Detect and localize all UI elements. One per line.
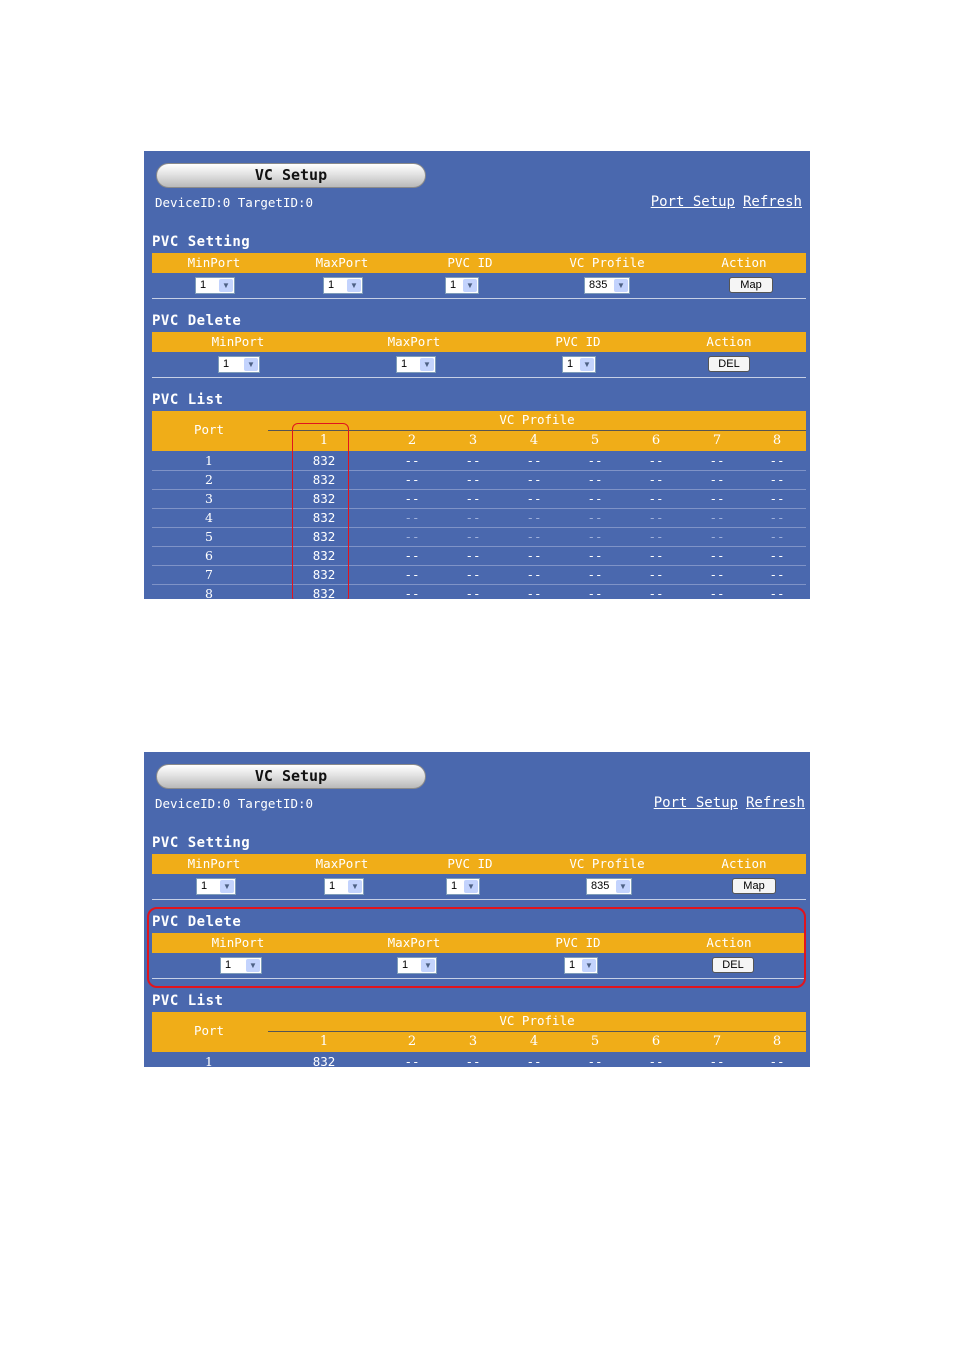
profile-cell-3: -- bbox=[465, 472, 481, 487]
col-profile-7: 7 bbox=[712, 1034, 722, 1049]
profile-cell-1: 832 bbox=[312, 1054, 336, 1067]
col-maxport: MaxPort bbox=[387, 935, 441, 950]
profile-cell-3: -- bbox=[465, 491, 481, 506]
profile-cell-1: 832 bbox=[312, 491, 336, 506]
pvc-setting-header bbox=[152, 253, 806, 273]
refresh-link[interactable]: Refresh bbox=[745, 795, 805, 811]
profile-cell-1: 832 bbox=[312, 529, 336, 544]
chevron-down-icon: ▼ bbox=[582, 959, 596, 972]
page-title: VC Setup bbox=[156, 163, 426, 188]
profile-cell-2: -- bbox=[404, 586, 420, 599]
profile-cell-7: -- bbox=[709, 491, 725, 506]
col-pvc-id: PVC ID bbox=[447, 856, 493, 871]
pvc-setting-title: PVC Setting bbox=[152, 835, 251, 851]
port-cell: 1 bbox=[205, 1054, 213, 1067]
col-profile-1: 1 bbox=[319, 1034, 329, 1049]
delete-maxport-select[interactable]: 1 ▼ bbox=[396, 356, 436, 373]
profile-cell-2: -- bbox=[404, 567, 420, 582]
profile-cell-7: -- bbox=[709, 510, 725, 525]
port-cell: 5 bbox=[205, 529, 213, 544]
table-row bbox=[152, 546, 806, 566]
profile-cell-7: -- bbox=[709, 548, 725, 563]
port-cell: 1 bbox=[205, 453, 213, 468]
chevron-down-icon: ▼ bbox=[219, 279, 233, 292]
profile-cell-1: 832 bbox=[312, 567, 336, 582]
profile-cell-4: -- bbox=[526, 529, 542, 544]
col-profile-4: 4 bbox=[529, 433, 539, 448]
col-profile-7: 7 bbox=[712, 433, 722, 448]
col-profile-5: 5 bbox=[590, 433, 600, 448]
col-minport: MinPort bbox=[211, 935, 265, 950]
pvc-list-header bbox=[152, 1012, 806, 1052]
profile-cell-5: -- bbox=[587, 453, 603, 468]
delete-pvc-id-select[interactable]: 1 ▼ bbox=[562, 356, 596, 373]
profile-cell-5: -- bbox=[587, 491, 603, 506]
col-profile-2: 2 bbox=[407, 1034, 417, 1049]
col-vc-profile: VC Profile bbox=[569, 856, 645, 871]
profile-cell-3: -- bbox=[465, 510, 481, 525]
map-button[interactable]: Map bbox=[732, 878, 776, 894]
chevron-down-icon: ▼ bbox=[244, 358, 258, 371]
chevron-down-icon: ▼ bbox=[246, 959, 260, 972]
pvc-delete-controls bbox=[152, 352, 806, 378]
maxport-select[interactable]: 1 ▼ bbox=[323, 277, 363, 294]
pvc-delete-header bbox=[152, 332, 806, 352]
profile-cell-6: -- bbox=[648, 567, 664, 582]
col-maxport: MaxPort bbox=[315, 856, 369, 871]
col-profile-6: 6 bbox=[651, 433, 661, 448]
profile-cell-8: -- bbox=[769, 472, 785, 487]
profile-cell-4: -- bbox=[526, 567, 542, 582]
col-profile-5: 5 bbox=[590, 1034, 600, 1049]
profile-cell-1: 832 bbox=[312, 510, 336, 525]
col-action: Action bbox=[706, 935, 752, 950]
profile-cell-4: -- bbox=[526, 491, 542, 506]
device-target-id: DeviceID:0 TargetID:0 bbox=[155, 796, 314, 811]
pvc-setting-controls bbox=[152, 874, 806, 900]
chevron-down-icon: ▼ bbox=[220, 880, 234, 893]
col-profile-3: 3 bbox=[468, 433, 478, 448]
chevron-down-icon: ▼ bbox=[463, 279, 477, 292]
chevron-down-icon: ▼ bbox=[421, 959, 435, 972]
vc-setup-panel-1 bbox=[144, 151, 810, 599]
port-cell: 3 bbox=[205, 491, 213, 506]
profile-cell-3: -- bbox=[465, 548, 481, 563]
profile-cell-2: -- bbox=[404, 491, 420, 506]
pvc-list-title: PVC List bbox=[152, 392, 224, 408]
pvc-delete-title: PVC Delete bbox=[152, 313, 242, 329]
col-action: Action bbox=[706, 334, 752, 349]
vc-profile-select[interactable]: 835 ▼ bbox=[586, 878, 632, 895]
col-minport: MinPort bbox=[187, 856, 241, 871]
profile-cell-6: -- bbox=[648, 1054, 664, 1067]
map-button[interactable]: Map bbox=[729, 277, 773, 293]
profile-cell-5: -- bbox=[587, 567, 603, 582]
table-row bbox=[152, 584, 806, 599]
table-row bbox=[152, 470, 806, 490]
profile-cell-3: -- bbox=[465, 453, 481, 468]
pvc-id-select[interactable]: 1 ▼ bbox=[445, 277, 479, 294]
profile-cell-4: -- bbox=[526, 548, 542, 563]
col-maxport: MaxPort bbox=[387, 334, 441, 349]
chevron-down-icon: ▼ bbox=[347, 279, 361, 292]
table-row bbox=[152, 451, 806, 471]
chevron-down-icon: ▼ bbox=[348, 880, 362, 893]
table-row bbox=[152, 527, 806, 547]
profile-cell-8: -- bbox=[769, 548, 785, 563]
profile-cell-3: -- bbox=[465, 529, 481, 544]
profile-cell-2: -- bbox=[404, 1054, 420, 1067]
vc-setup-panel-2 bbox=[144, 752, 810, 1067]
table-row bbox=[152, 508, 806, 528]
del-button[interactable]: DEL bbox=[712, 957, 754, 973]
pvc-list-header bbox=[152, 411, 806, 451]
pvc-delete-title: PVC Delete bbox=[152, 914, 242, 930]
col-pvc-id: PVC ID bbox=[555, 935, 601, 950]
profile-cell-4: -- bbox=[526, 586, 542, 599]
profile-cell-2: -- bbox=[404, 453, 420, 468]
profile-cell-2: -- bbox=[404, 510, 420, 525]
chevron-down-icon: ▼ bbox=[464, 880, 478, 893]
col-minport: MinPort bbox=[211, 334, 265, 349]
profile-cell-2: -- bbox=[404, 472, 420, 487]
profile-cell-4: -- bbox=[526, 1054, 542, 1067]
profile-cell-6: -- bbox=[648, 491, 664, 506]
profile-cell-7: -- bbox=[709, 472, 725, 487]
refresh-link[interactable]: Refresh bbox=[742, 194, 802, 210]
profile-cell-3: -- bbox=[465, 586, 481, 599]
profile-cell-8: -- bbox=[769, 567, 785, 582]
profile-cell-4: -- bbox=[526, 453, 542, 468]
profile-cell-1: 832 bbox=[312, 586, 336, 599]
col-profile-4: 4 bbox=[529, 1034, 539, 1049]
profile-cell-2: -- bbox=[404, 529, 420, 544]
pvc-setting-header bbox=[152, 854, 806, 874]
highlight-profile-1-column bbox=[292, 423, 349, 599]
col-pvc-id: PVC ID bbox=[447, 255, 493, 270]
col-minport: MinPort bbox=[187, 255, 241, 270]
col-profile-8: 8 bbox=[772, 433, 782, 448]
maxport-select[interactable]: 1 ▼ bbox=[324, 878, 364, 895]
profile-cell-7: -- bbox=[709, 586, 725, 599]
port-cell: 4 bbox=[205, 510, 213, 525]
device-target-id: DeviceID:0 TargetID:0 bbox=[155, 195, 314, 210]
profile-cell-6: -- bbox=[648, 510, 664, 525]
profile-cell-7: -- bbox=[709, 529, 725, 544]
profile-cell-8: -- bbox=[769, 1054, 785, 1067]
col-port: Port bbox=[193, 422, 225, 437]
pvc-setting-controls bbox=[152, 273, 806, 299]
profile-cell-6: -- bbox=[648, 453, 664, 468]
vc-profile-select[interactable]: 835 ▼ bbox=[584, 277, 630, 294]
col-profile-6: 6 bbox=[651, 1034, 661, 1049]
profile-cell-2: -- bbox=[404, 548, 420, 563]
col-action: Action bbox=[721, 856, 767, 871]
delete-minport-select[interactable]: 1 ▼ bbox=[218, 356, 260, 373]
profile-cell-6: -- bbox=[648, 586, 664, 599]
profile-cell-8: -- bbox=[769, 586, 785, 599]
profile-cell-1: 832 bbox=[312, 548, 336, 563]
col-profile-2: 2 bbox=[407, 433, 417, 448]
minport-select[interactable]: 1 ▼ bbox=[196, 878, 236, 895]
profile-cell-5: -- bbox=[587, 472, 603, 487]
chevron-down-icon: ▼ bbox=[614, 279, 628, 292]
profile-cell-3: -- bbox=[465, 1054, 481, 1067]
profile-cell-5: -- bbox=[587, 1054, 603, 1067]
pvc-setting-title: PVC Setting bbox=[152, 234, 251, 250]
profile-cell-7: -- bbox=[709, 453, 725, 468]
port-cell: 2 bbox=[205, 472, 213, 487]
profile-cell-5: -- bbox=[587, 548, 603, 563]
port-setup-link[interactable]: Port Setup bbox=[653, 795, 738, 811]
profile-cell-4: -- bbox=[526, 510, 542, 525]
profile-cell-6: -- bbox=[648, 472, 664, 487]
profile-cell-5: -- bbox=[587, 510, 603, 525]
port-cell: 8 bbox=[205, 586, 213, 599]
col-vc-profile: VC Profile bbox=[499, 412, 575, 427]
profile-cell-7: -- bbox=[709, 567, 725, 582]
col-port: Port bbox=[193, 1023, 225, 1038]
profile-cell-3: -- bbox=[465, 567, 481, 582]
delete-maxport-select[interactable]: 1 ▼ bbox=[397, 957, 437, 974]
highlight-pvc-delete bbox=[147, 907, 806, 988]
port-cell: 6 bbox=[205, 548, 213, 563]
col-vc-profile: VC Profile bbox=[569, 255, 645, 270]
chevron-down-icon: ▼ bbox=[616, 880, 630, 893]
profile-cell-1: 832 bbox=[312, 453, 336, 468]
chevron-down-icon: ▼ bbox=[580, 358, 594, 371]
profile-cell-8: -- bbox=[769, 510, 785, 525]
profile-cell-5: -- bbox=[587, 529, 603, 544]
port-cell: 7 bbox=[205, 567, 213, 582]
top-links bbox=[643, 194, 802, 210]
table-row bbox=[152, 489, 806, 509]
profile-cell-6: -- bbox=[648, 529, 664, 544]
page-title: VC Setup bbox=[156, 764, 426, 789]
profile-cell-8: -- bbox=[769, 529, 785, 544]
profile-cell-8: -- bbox=[769, 491, 785, 506]
profile-cell-1: 832 bbox=[312, 472, 336, 487]
minport-select[interactable]: 1 ▼ bbox=[195, 277, 235, 294]
top-links bbox=[646, 795, 805, 811]
profile-cell-8: -- bbox=[769, 453, 785, 468]
port-setup-link[interactable]: Port Setup bbox=[650, 194, 735, 210]
pvc-list-title: PVC List bbox=[152, 993, 224, 1009]
chevron-down-icon: ▼ bbox=[420, 358, 434, 371]
profile-cell-7: -- bbox=[709, 1054, 725, 1067]
col-pvc-id: PVC ID bbox=[555, 334, 601, 349]
delete-minport-select[interactable]: 1 ▼ bbox=[220, 957, 262, 974]
col-profile-8: 8 bbox=[772, 1034, 782, 1049]
col-vc-profile: VC Profile bbox=[499, 1013, 575, 1028]
pvc-id-select[interactable]: 1 ▼ bbox=[446, 878, 480, 895]
profile-cell-6: -- bbox=[648, 548, 664, 563]
table-row bbox=[152, 565, 806, 585]
del-button[interactable]: DEL bbox=[708, 356, 750, 372]
col-profile-3: 3 bbox=[468, 1034, 478, 1049]
table-row bbox=[152, 1052, 806, 1067]
col-maxport: MaxPort bbox=[315, 255, 369, 270]
profile-cell-5: -- bbox=[587, 586, 603, 599]
col-action: Action bbox=[721, 255, 767, 270]
profile-cell-4: -- bbox=[526, 472, 542, 487]
col-profile-1: 1 bbox=[319, 433, 329, 448]
delete-pvc-id-select[interactable]: 1 ▼ bbox=[564, 957, 598, 974]
